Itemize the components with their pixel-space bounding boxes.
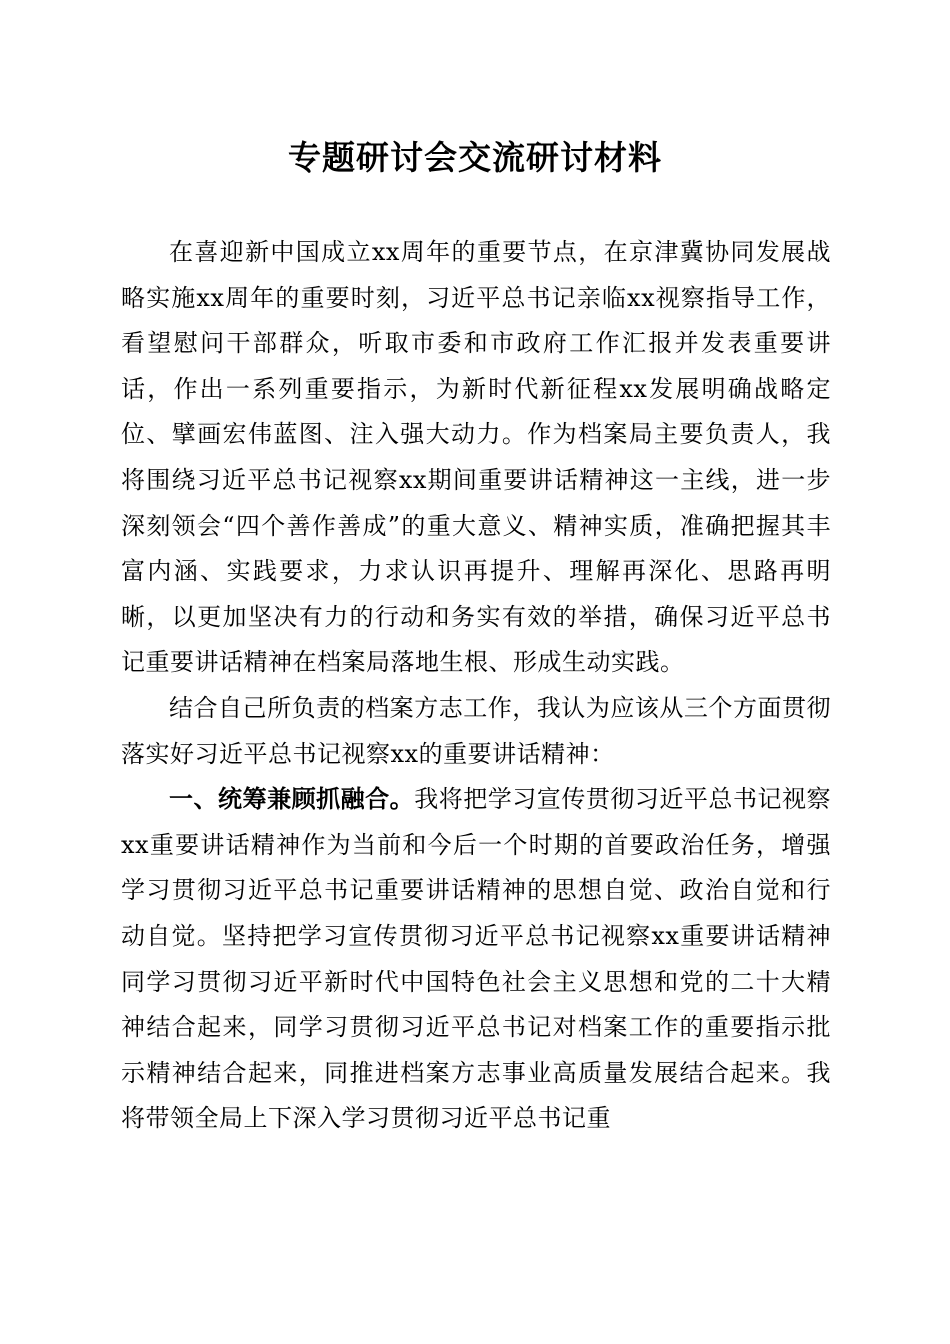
paragraph-approach — [121, 686, 831, 777]
paragraph-point-one — [121, 777, 831, 1142]
paragraph-point-one-text: 我将把学习宣传贯彻习近平总书记视察xx重要讲话精神作为当前和今后一个时期的首要政治任务，增强学习贯彻习近平总书记重要讲话精神的思想自觉、政治自觉和行动自觉。坚持把学习宣传贯彻习近平总书记视察xx重要讲话精神同学习贯彻习近平新时代中国特色社会主义思想和党的二十大精神结合起来，同学习贯彻习近平总书记对档案工作的重要指示批示精神结合起来，同推进档案方志事业高质量发展结合起来。我将带领全局上下深入学习贯彻习近平总书记重 — [121, 785, 832, 1133]
paragraph-approach-text: 结合自己所负责的档案方志工作，我认为应该从三个方面贯彻落实好习近平总书记视察xx的重要讲话精神： — [121, 693, 831, 768]
document-body — [121, 230, 831, 1142]
document-title: 专题研讨会交流研讨材料 — [288, 138, 662, 177]
paragraph-intro-text: 在喜迎新中国成立xx周年的重要节点，在京津冀协同发展战略实施xx周年的重要时刻，习近平总书记亲临xx视察指导工作，看望慰问干部群众，听取市委和市政府工作汇报并发表重要讲话，作出一系列重要指示，为新时代新征程xx发展明确战略定位、擘画宏伟蓝图、注入强大动力。作为档案局主要负责人，我将围绕习近平总书记视察xx期间重要讲话精神这一主线，进一步深刻领会“四个善作善成”的重大意义、精神实质，准确把握其丰富内涵、实践要求，力求认识再提升、理解再深化、思路再明晰，以更加坚决有力的行动和务实有效的举措，确保习近平总书记重要讲话精神在档案局落地生根、形成生动实践。 — [121, 238, 831, 677]
section-heading-one: 一、统筹兼顾抓融合。 — [169, 785, 415, 814]
paragraph-intro — [121, 230, 831, 686]
